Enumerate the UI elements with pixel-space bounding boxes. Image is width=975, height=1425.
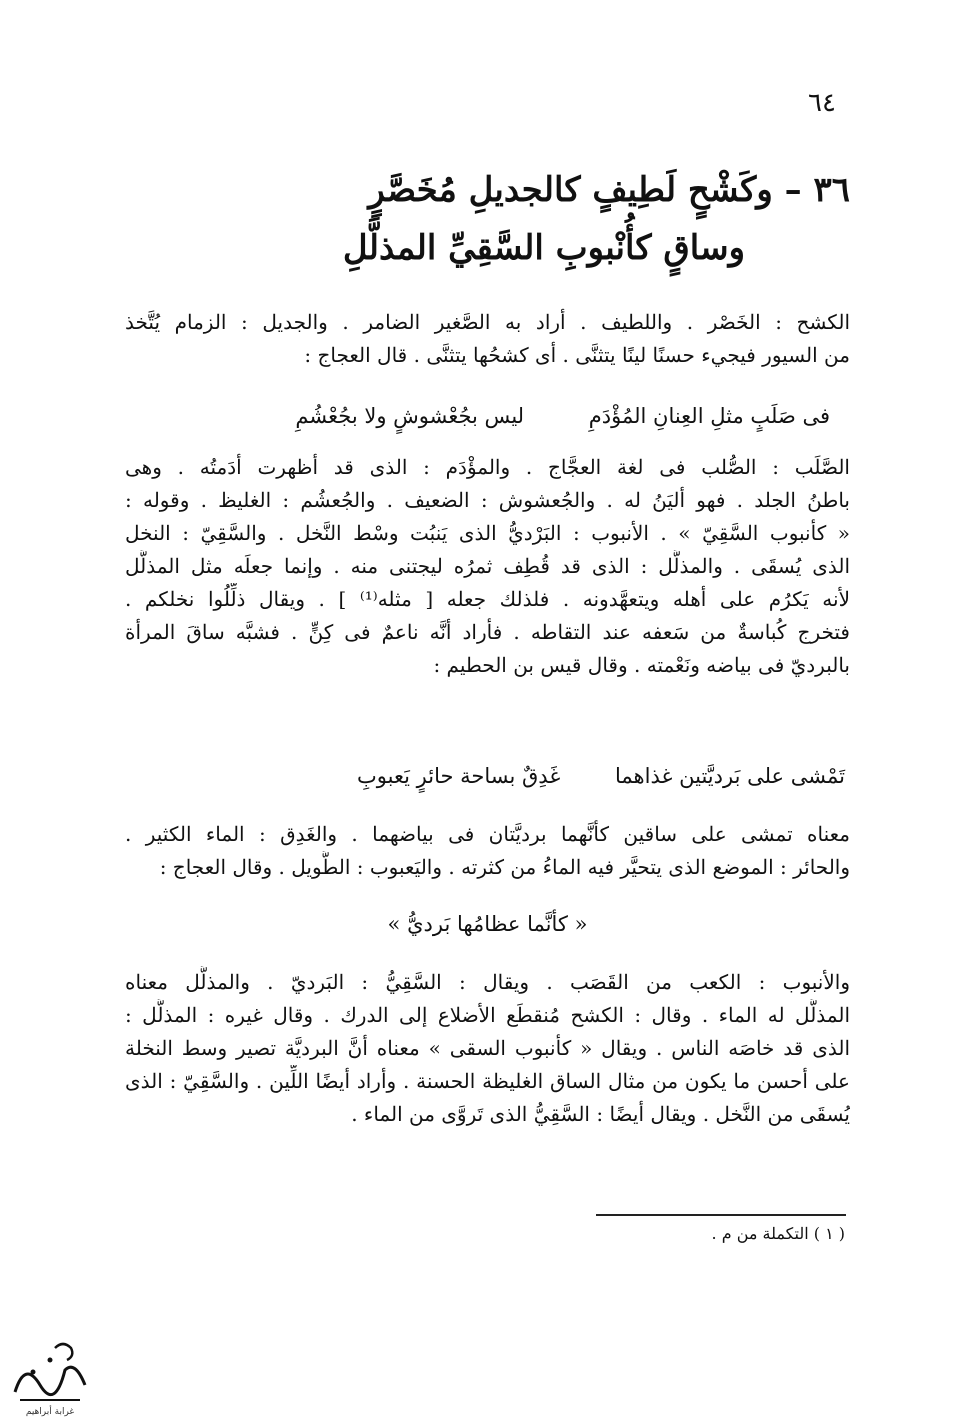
poem-verse-2: [357, 764, 845, 788]
poem-hemistich: غَدِقٌ بساحة حائرٍ يَعبوبِ: [357, 764, 561, 788]
text-line: من السيور فيجيء حسنًا لينًا يتثنَّى . أى كشحُها يتثنَّى . قال العجاج :: [304, 343, 850, 367]
text-line: « كأنبوب السَّقِيّ » . الأنبوب : البَرْديُّ الذى يَنبُت وسْط النَّخل . والسَّقِيّ : النخل: [125, 521, 850, 545]
text-line: الذى قد خاصَه الناس . ويقال « كأنبوب السقى » معناه أنَّ البرديَّة تصير وسط النخلة: [125, 1036, 850, 1060]
page-number: ٦٤: [808, 88, 836, 118]
poem-verse-1: [295, 404, 830, 428]
commentary-paragraph-2: [125, 451, 850, 682]
text-line: الذى يُسقَى . والمذلَّل : الذى قد قُطِف ثمرُه ليجتنى منه . وإنما جعلَه مثل المذلَّل: [125, 554, 850, 578]
commentary-paragraph-4: [125, 966, 850, 1131]
text-line: فتخرج كُباسةٌ من سَعفه عند التقاطه . فأراد أنَّه ناعمٌ فى كِنٍّ . فشبَّه ساقَ المرأة: [125, 620, 850, 644]
library-stamp-logo: [5, 1330, 95, 1420]
poem-verse-3: « كأنَّما عظامُها بَرديُّ »: [387, 912, 588, 936]
text-line: الكشح : الخَصْر . واللطيف . أراد به الصَّغير الضامر . والجديل : الزمام يُتَّخذ: [125, 310, 850, 334]
text-line: معناه تمشى على ساقين كأنَّهما برديَّتان فى بياضهما . والغَدِق : الماء الكثير .: [125, 822, 850, 846]
poem-hemistich: تَمْشى على بَرديَّتين غذاهما: [615, 764, 845, 788]
verse-line-1: ٣٦ – وكَشْحٍ لَطِيفٍ كالجديلِ مُخَصَّرٍ: [368, 170, 850, 210]
text-line: والأنبوب : الكعب من القَصَب . ويقال : السَّقِيُّ : البَرديّ . والمذلَّل معناه: [125, 970, 850, 994]
text-line: باطنُ الجلد . فهو أليَنُ له . والجُعشوش : الضعيف . والجُعشُم : الغليظ . وقوله :: [125, 488, 850, 512]
text-line: على أحسن ما يكون من مثال الساق الغليظة الحسنة . وأراد أيضًا اللِّين . والسَّقِيّ : الذى: [125, 1069, 850, 1093]
commentary-paragraph-1: [125, 306, 850, 372]
poem-hemistich: فى صَلَبٍ مثلِ العِنانِ المُؤْدَمِ: [588, 404, 830, 428]
text-line: يُسقَى من النَّخل . ويقال أيضًا : السَّقِيُّ الذى تَروَّى من الماء .: [351, 1102, 850, 1126]
text-line: والحائر : الموضع الذى يتحيَّر فيه الماءُ من كثرته . واليَعبوب : الطَّويل . وقال العجاج :: [159, 855, 850, 879]
commentary-paragraph-3: [125, 818, 850, 884]
text-line: الصَّلَب : الصُّلب فى لغة العجَّاج . والمؤْدَم : الذى قد أظهرت أدَمتُه . وهى: [125, 455, 850, 479]
verse-line-2: وساقٍ كأُنْبوبِ السَّقِيِّ المذلَّلِ: [342, 228, 745, 268]
text-line: المذلَّل له الماء . وقال : الكشح مُنقطَع الأضلاع إلى الدرك . وقال غيره : المذلَّل :: [125, 1003, 850, 1027]
poem-hemistich: ليس بجُعْشوشٍ ولا بجُعْشُمِ: [295, 404, 525, 428]
footnote-divider: [596, 1214, 846, 1216]
svg-text:غرابة أبراهيم: غرابة أبراهيم: [25, 1407, 75, 1417]
footnote: ( ١ ) التكملة من م .: [711, 1224, 845, 1243]
text-line: بالبرديّ فى بياضه ونَعْمته . وقال قيس بن الحطيم :: [433, 653, 850, 677]
text-line: لأنه يَكرُم على أهله ويتعهَّدونه . فلذلك جعله [ مثله⁽¹⁾ ] . ويقال ذلِّلُوا نخلكم .: [125, 587, 850, 611]
